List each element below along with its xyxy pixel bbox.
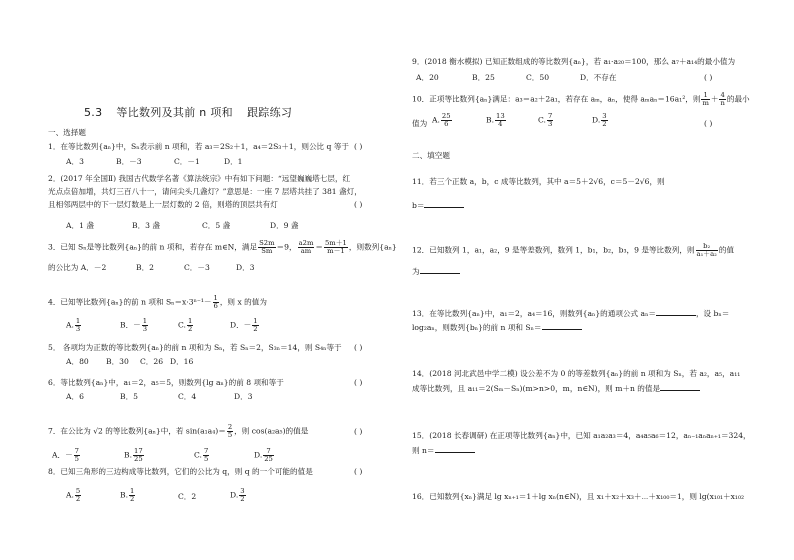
q13-mid-text: ，设 bₙ＝ [695, 309, 730, 318]
q10-d-num: 3 [602, 112, 607, 120]
q7-c-fraction [203, 448, 209, 463]
q1-option-a: A．3 [66, 157, 84, 166]
q11-answer-label: b＝ [412, 201, 425, 210]
q2-option-d: D．9 盏 [270, 221, 299, 230]
question-6-text: 6．等比数列{aₙ}中，a₁＝2，a₅＝5，则数列{lg aₙ}的前 8 项和等于 [48, 378, 284, 387]
q8-b-num: 1 [130, 487, 135, 495]
q4-c-label: C. [178, 320, 186, 330]
q12-numerator: b₂ [696, 243, 718, 251]
q7-post-text: ，则 cos(a₂a₅)的值是 [234, 426, 309, 436]
question-3-line-1 [48, 240, 397, 255]
q7-c-num: 7 [203, 447, 209, 455]
q3-eq-text: ＝ [315, 242, 323, 252]
question-2-line-1: 2．(2017 年全国Ⅱ) 我国古代数学名著《算法统宗》中有如下问题：“远望巍巍塔七层，红 [48, 174, 351, 183]
q4-a-label: A. [66, 320, 74, 330]
q10-f2-den: n [720, 99, 725, 107]
q4-pre-text: 4．已知等比数列{aₙ}的前 n 项和 Sₙ＝x·3ⁿ⁻¹－ [48, 297, 212, 307]
question-11-line-2 [412, 199, 464, 211]
question-10-line-2: 值为 [412, 119, 428, 128]
q14-line2-text: 成等比数列，且 a₁₁＝2(Sₘ－Sₙ)(m>n>0，m，n∈N)，则 m＋n 的值是 [412, 384, 661, 393]
question-16-text: 16．已知数列{xₙ}满足 lg xₙ₊₁＝1＋lg xₙ(n∈N)，且 x₁＋x₂＋x₃＋⋯＋x₁₀₀＝1，则 lg(x₁₀₁＋x₁₀₂ [412, 492, 745, 501]
q10-b-fraction [495, 113, 506, 128]
q5-option-c: C．26 [140, 357, 164, 366]
q2-option-b: B．3 盏 [132, 221, 161, 230]
q7-d-fraction [263, 448, 274, 463]
question-12-text [412, 243, 734, 258]
question-5-text: 5． 各项均为正数的等比数列{aₙ}的前 n 项和为 Sₙ，若 Sₙ＝2，S₃ₙ＝14，则 S₄ₙ等于 [48, 343, 342, 352]
q10-c-den: 3 [547, 120, 553, 128]
q10-c-num: 7 [547, 112, 553, 120]
q5-option-b: B．30 [106, 357, 129, 366]
question-10-line-1 [412, 92, 750, 107]
q10-option-d [592, 113, 609, 128]
q7-b-num: 17 [134, 447, 143, 455]
q3-fraction-1 [258, 240, 275, 255]
q4-d-fraction [252, 318, 258, 333]
question-15-text: 15．(2018 长春调研) 在正项等比数列{aₙ}中，已知 a₁a₂a₃＝4，a₄a₅a₆＝12，aₙ₋₁aₙaₙ₊₁＝324， [412, 431, 751, 440]
q3-pre-text: 3．已知 Sₙ是等比数列{aₙ}的前 n 项和，若存在 m∈N，满足 [48, 242, 258, 252]
section-fill-heading: 二、填空题 [412, 151, 450, 160]
q6-option-b: B．5 [120, 392, 139, 401]
q7-b-label: B. [124, 450, 132, 460]
q4-d-label: D．－ [230, 320, 252, 330]
q8-a-den: 2 [75, 495, 81, 503]
q10-d-label: D. [592, 115, 601, 125]
q7-option-c [194, 448, 210, 463]
q4-option-d [230, 318, 260, 333]
question-1-answer-paren: ( ) [354, 142, 363, 151]
q5-option-a: A．80 [66, 357, 89, 366]
q10-plus: ＋ [710, 94, 719, 104]
q1-option-c: C．－1 [174, 157, 200, 166]
question-10-answer-paren: ( ) [704, 119, 713, 128]
q4-b-num: 1 [142, 317, 148, 325]
q8-a-fraction [75, 488, 81, 503]
q12-answer-blank[interactable] [420, 265, 460, 274]
q15-answer-label: 则 n＝ [412, 446, 435, 455]
q10-f1-den: m [702, 99, 709, 107]
question-9-answer-paren: ( ) [704, 73, 713, 82]
question-14-line-1: 14．(2018 河北武邑中学二模) 设公差不为 0 的等差数列{aₙ}的前 n 项和为 Sₙ，若 a₂，a₅，a₁₁ [412, 369, 741, 378]
q4-a-den: 3 [75, 325, 81, 333]
title-sub: 跟踪练习 [246, 106, 293, 119]
q12-post-text: 的值 [718, 245, 735, 255]
q3-post-text: ，则数列{aₙ} [348, 242, 397, 252]
question-6-answer-paren: ( ) [354, 378, 363, 387]
q10-option-c [538, 113, 554, 128]
q3-fraction-2 [298, 240, 315, 255]
q10-fraction-2 [719, 92, 725, 107]
q3-fraction-3 [324, 240, 348, 255]
question-3-line-2: 的公比为 A．－2 [48, 263, 107, 272]
q10-b-den: 4 [498, 120, 503, 128]
q3-f2-denominator: am [300, 247, 312, 255]
q7-numerator: 2 [227, 423, 233, 431]
q4-b-label: B．－ [120, 320, 141, 330]
q13-line1-text: 13．在等比数列{aₙ}中，a₁＝2，a₄＝16，则数列{aₙ}的通项公式 aₙ＝ [412, 309, 656, 318]
question-7-answer-paren: ( ) [354, 427, 363, 436]
question-14-line-2 [412, 382, 700, 394]
question-13-line-2 [412, 321, 582, 333]
question-4-text [48, 295, 267, 310]
question-2-line-2: 光点点倍加增，共灯三百八十一，请问尖头几盏灯？”意思是：一座 7 层塔共挂了 381 盏灯， [48, 187, 362, 196]
q10-option-a [432, 113, 453, 128]
q7-d-label: D. [254, 450, 263, 460]
q8-d-fraction [239, 488, 245, 503]
q10-pre-text: 10．正项等比数列{aₙ}满足：a₃＝a₂＋2a₁，若存在 aₘ，aₙ，使得 aₘaₙ＝16a₁²，则 [412, 94, 701, 104]
title-main: 等比数列及其前 n 项和 [116, 106, 233, 119]
q7-option-d [254, 448, 275, 463]
q8-b-fraction [129, 488, 135, 503]
q6-option-d: D．3 [234, 392, 253, 401]
q7-a-den: 5 [74, 455, 79, 463]
q7-pre-text: 7．在公比为 √2 的等比数列{aₙ}中，若 sin(a₁a₄)＝ [48, 426, 226, 436]
title-number: 5.3 [84, 106, 103, 119]
q7-c-label: C. [194, 450, 202, 460]
q7-option-b [124, 448, 145, 463]
q10-post-text: 的最小 [726, 94, 750, 104]
q7-a-label: A．－ [52, 450, 73, 460]
q4-a-num: 1 [75, 317, 81, 325]
q10-c-fraction [547, 113, 553, 128]
q4-fraction [213, 295, 219, 310]
q9-option-b: B．25 [472, 73, 495, 82]
q8-d-num: 3 [240, 487, 245, 495]
q4-option-c [178, 318, 194, 333]
q10-f1-num: 1 [701, 92, 709, 100]
q9-option-c: C．50 [526, 73, 550, 82]
q4-a-fraction [75, 318, 81, 333]
question-2-answer-paren: ( ) [354, 200, 363, 209]
q12-fraction [696, 243, 718, 258]
q1-option-b: B．－3 [116, 157, 142, 166]
q8-b-den: 2 [130, 495, 135, 503]
q4-b-den: 3 [142, 325, 148, 333]
q8-option-c: C．2 [178, 492, 197, 501]
question-8-answer-paren: ( ) [354, 467, 363, 476]
q4-c-num: 1 [187, 317, 193, 325]
question-7-text [48, 424, 308, 439]
q7-option-a [52, 448, 81, 463]
q7-fraction [227, 424, 233, 439]
question-9-text: 9．(2018 衡水模拟) 已知正数组成的等比数列{aₙ}，若 a₁·a₂₀＝100，那么 a₇＋a₁₄的最小值为 [412, 57, 736, 66]
q10-a-num: 25 [441, 112, 451, 120]
q10-a-label: A. [432, 115, 440, 125]
q9-option-d: D．不存在 [580, 73, 617, 82]
q4-option-b [120, 318, 149, 333]
q8-a-label: A. [66, 490, 74, 500]
q8-d-label: D. [230, 490, 239, 500]
q4-numerator: 1 [213, 294, 218, 302]
q8-b-label: B. [120, 490, 128, 500]
q10-b-label: B. [486, 115, 494, 125]
q14-answer-blank[interactable] [660, 382, 700, 391]
q12-answer-label: 为 [412, 267, 420, 276]
q8-option-b [120, 488, 136, 503]
q3-f1-denominator: Sm [261, 247, 273, 255]
q8-a-num: 5 [75, 487, 81, 495]
q5-option-d: D．16 [170, 357, 194, 366]
question-15-line-2 [412, 444, 475, 456]
q10-c-label: C. [538, 115, 546, 125]
q4-c-fraction [187, 318, 193, 333]
q4-post-text: ，则 x 的值为 [219, 297, 267, 307]
question-8-text: 8．已知三角形的三边构成等比数列，它们的公比为 q，则 q 的一个可能的值是 [48, 467, 313, 476]
q10-f2-num: 4 [720, 91, 725, 99]
page-title [84, 107, 292, 118]
q4-b-fraction [142, 318, 148, 333]
q10-d-den: 2 [602, 120, 607, 128]
q6-option-a: A．6 [66, 392, 84, 401]
q6-option-c: C．4 [178, 392, 197, 401]
q10-b-num: 13 [496, 112, 505, 120]
q7-denominator: 5 [227, 431, 233, 439]
q4-denominator: 6 [213, 302, 218, 310]
q3-option-c: C．－3 [184, 263, 210, 272]
q10-a-den: 6 [444, 120, 449, 128]
q4-option-a [66, 318, 82, 333]
q8-option-d [230, 488, 247, 503]
q4-c-den: 2 [187, 325, 193, 333]
question-2-line-3: 且相邻两层中的下一层灯数是上一层灯数的 2 倍，则塔的顶层共有灯 [48, 200, 278, 209]
q7-b-den: 25 [134, 455, 143, 463]
q7-a-fraction [74, 448, 80, 463]
q10-d-fraction [601, 113, 607, 128]
q8-option-a [66, 488, 82, 503]
q3-option-d: D．3 [236, 263, 255, 272]
q3-f1-numerator: S2m [259, 239, 275, 247]
q13-blank-1[interactable] [656, 307, 696, 316]
q7-d-den: 25 [264, 455, 273, 463]
q13-line2-text: log₂aₙ，则数列{bₙ}的前 n 项和 Sₙ＝ [412, 323, 542, 332]
q13-blank-2[interactable] [542, 321, 582, 330]
question-5-answer-paren: ( ) [354, 343, 363, 352]
q7-b-fraction [133, 448, 144, 463]
question-1-text: 1．在等比数列{aₙ}中，Sₙ表示前 n 项和，若 a₃＝2S₂＋1，a₄＝2S₃＋1，则公比 q 等于 [48, 142, 350, 151]
q10-a-fraction [441, 113, 452, 128]
q3-f2-numerator: a2m [298, 239, 314, 247]
question-12-line-2 [412, 265, 460, 277]
q3-mid-text: ＝9， [276, 242, 297, 252]
q3-f3-numerator: 5m＋1 [324, 239, 347, 247]
q12-denominator: a₁＋a₂ [696, 250, 717, 258]
question-11-text: 11．若三个正数 a，b，c 成等比数列，其中 a＝5＋2√6，c＝5－2√6，则 [412, 177, 665, 186]
q1-option-d: D．1 [224, 157, 243, 166]
q2-option-a: A．1 盏 [66, 221, 94, 230]
q2-option-c: C．5 盏 [202, 221, 231, 230]
q4-d-num: 1 [253, 317, 258, 325]
q11-answer-blank[interactable] [424, 199, 464, 208]
q15-answer-blank[interactable] [435, 444, 475, 453]
q8-d-den: 2 [240, 495, 245, 503]
q3-option-b: B．2 [136, 263, 155, 272]
q10-option-b [486, 113, 507, 128]
question-13-line-1 [412, 307, 729, 319]
q7-d-num: 7 [263, 448, 274, 456]
q12-pre-text: 12．已知数列 1，a₁，a₂，9 是等差数列，数列 1，b₁，b₂，b₃，9 是等比数列，则 [412, 245, 695, 255]
section-choice-heading: 一、选择题 [48, 128, 86, 137]
q7-c-den: 5 [203, 455, 209, 463]
q10-fraction-1 [701, 92, 709, 107]
q4-d-den: 2 [253, 325, 258, 333]
q9-option-a: A．20 [416, 73, 439, 82]
q3-f3-denominator: m－1 [327, 247, 345, 255]
q7-a-num: 7 [74, 447, 79, 455]
